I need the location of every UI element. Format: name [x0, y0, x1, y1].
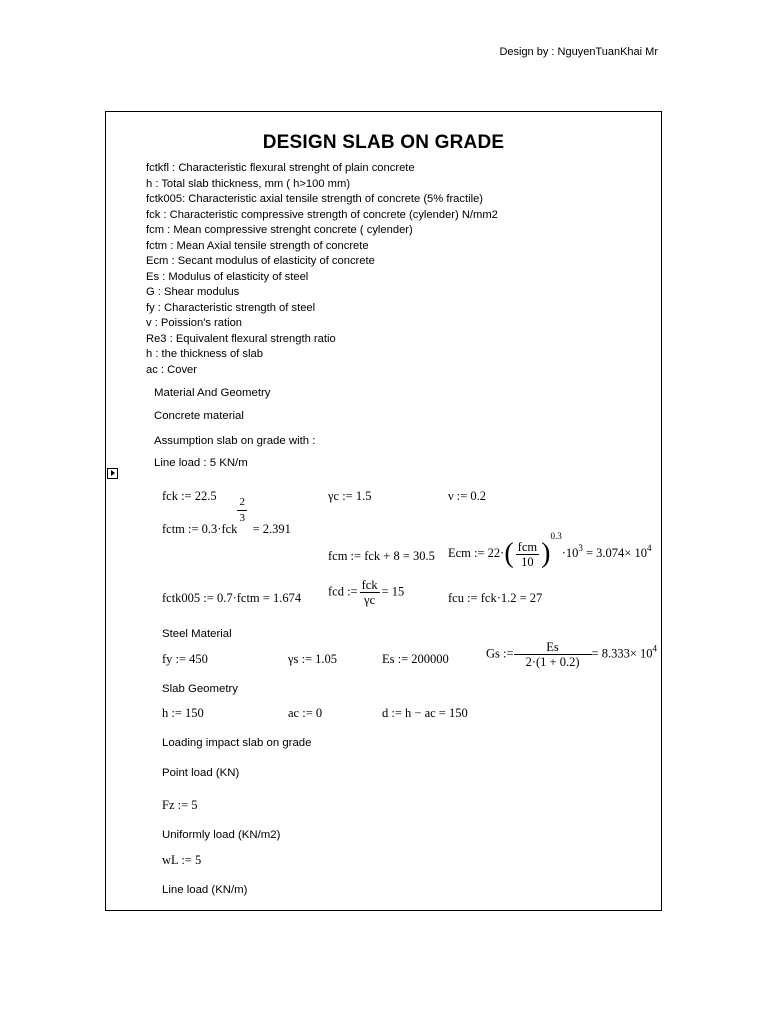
gs-frac-den: 2·(1 + 0.2)	[525, 655, 580, 669]
heading-uniform-load: Uniformly load (KN/m2)	[162, 829, 281, 841]
ecm-mid: ·10	[561, 546, 579, 560]
ecm-frac-den: 10	[521, 554, 534, 569]
ecm-frac-num: fcm	[517, 539, 538, 554]
eq-fcm: fcm := fck + 8 = 30.5	[328, 549, 435, 563]
definition-item: v : Poission's ration	[146, 317, 243, 329]
definition-item: ac : Cover	[146, 363, 197, 376]
ecm-rhs-power: 4	[646, 543, 652, 553]
gs-frac-num: Es	[514, 640, 592, 655]
definition-item: fcm : Mean compressive strenght concrete ( cylender)	[146, 224, 413, 236]
assumption-text: Assumption slab on grade with :	[154, 435, 316, 447]
definition-item: Re3 : Equivalent flexural strength ratio	[146, 332, 336, 345]
heading-line-load: Line load (KN/m)	[162, 884, 248, 896]
heading-steel-material: Steel Material	[162, 628, 232, 640]
heading-slab-geometry: Slab Geometry	[162, 683, 238, 695]
ecm-lhs: Ecm := 22·	[448, 546, 505, 560]
gs-rhs: = 8.333× 10	[591, 646, 653, 661]
fcd-rhs: = 15	[381, 584, 405, 599]
heading-point-load: Point load (KN)	[162, 767, 240, 779]
definition-item: Es : Modulus of elasticity of steel	[146, 270, 309, 283]
eq-h: h := 150	[162, 706, 204, 720]
eq-es: Es := 200000	[382, 652, 449, 666]
eq-fcd	[328, 578, 404, 607]
definition-item: h : the thickness of slab	[146, 348, 263, 360]
eq-gamma-s: γs := 1.05	[288, 652, 338, 666]
fcd-lhs: fcd :=	[328, 584, 358, 599]
definition-item: G : Shear modulus	[146, 286, 240, 298]
page-title: DESIGN SLAB ON GRADE	[262, 132, 505, 153]
eq-ecm: Ecm := 22·( $\frac{\text{fcm}}{10}$ )$^{0.3}\cdot 10^3 = 3.074\times 10^4$	[448, 531, 652, 570]
definition-item: fctk005: Characteristic axial tensile strength of concrete (5% fractile)	[146, 193, 484, 205]
fctm-exp-num: 2	[239, 496, 245, 508]
fcd-frac-den: γc	[364, 593, 376, 607]
gs-rhs-power: 4	[652, 643, 658, 654]
ecm-mid-power: 3	[578, 543, 583, 553]
heading-concrete-material: Concrete material	[154, 410, 244, 422]
eq-wl: wL := 5	[162, 853, 202, 867]
fctm-exp-den: 3	[239, 512, 245, 524]
eq-fy: fy := 450	[162, 652, 208, 666]
ecm-rhs: = 3.074× 10	[585, 546, 647, 560]
author-credit: Design by : NguyenTuanKhai Mr	[499, 46, 658, 58]
definition-item: fctkfl : Characteristic flexural strenght of plain concrete	[146, 162, 415, 174]
definition-item: Ecm : Secant modulus of elasticity of concrete	[146, 255, 375, 267]
gs-lhs: Gs :=	[486, 646, 514, 661]
definition-item: fck : Characteristic compressive strength of concrete (cylender) N/mm2	[146, 208, 498, 221]
region-toggle-icon[interactable]	[107, 468, 118, 479]
eq-ac: ac := 0	[288, 706, 323, 720]
definitions-list	[146, 161, 498, 378]
fcd-frac-num: fck	[361, 578, 378, 592]
eq-d: d := h − ac = 150	[382, 706, 468, 720]
eq-gamma-c: γc := 1.5	[328, 489, 372, 503]
fctm-lhs: fctm := 0.3·fck	[162, 522, 238, 536]
eq-nu: ν := 0.2	[448, 489, 487, 503]
definition-item: fctm : Mean Axial tensile strength of concrete	[146, 239, 369, 252]
eq-fcu: fcu := fck·1.2 = 27	[448, 591, 543, 605]
line-load-given: Line load : 5 KN/m	[154, 457, 248, 469]
heading-loading-impact: Loading impact slab on grade	[162, 737, 312, 749]
heading-material-geometry: Material And Geometry	[154, 387, 271, 399]
eq-gs	[486, 640, 657, 669]
eq-fz: Fz := 5	[162, 798, 198, 812]
definition-item: fy : Characteristic strength of steel	[146, 301, 316, 314]
worksheet	[105, 111, 662, 911]
fctm-rhs: = 2.391	[252, 522, 291, 536]
eq-fctk005: fctk005 := 0.7·fctm = 1.674	[162, 591, 302, 605]
definition-item: h : Total slab thickness, mm ( h>100 mm)	[146, 177, 351, 190]
eq-fck: fck := 22.5	[162, 489, 217, 503]
ecm-power: 0.3	[550, 531, 562, 541]
